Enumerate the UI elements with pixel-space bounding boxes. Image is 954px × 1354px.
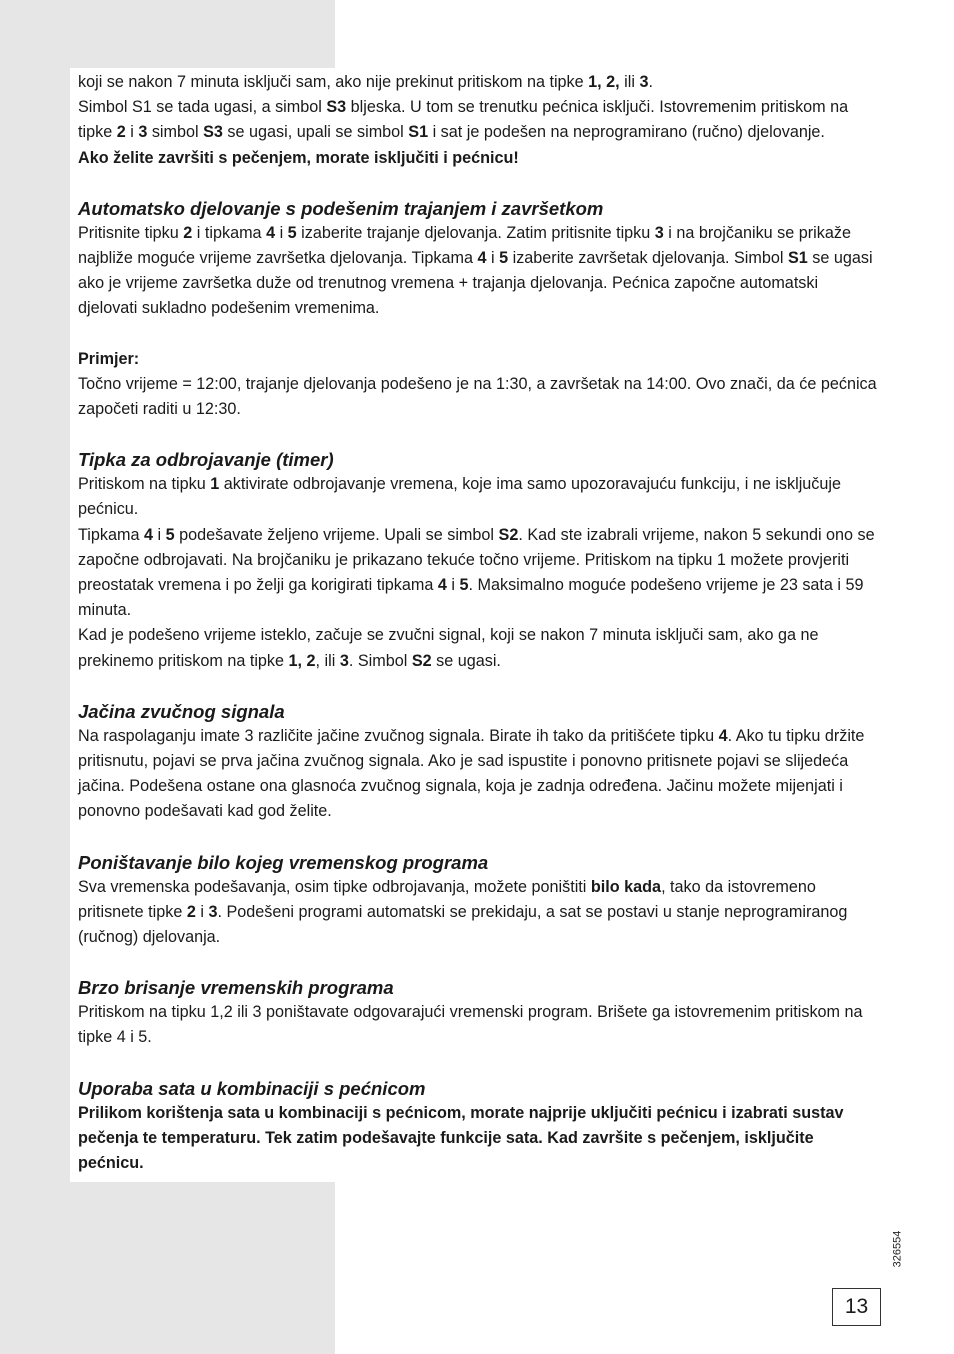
- bold-text-run: 5: [165, 525, 175, 544]
- section-signal-volume: [78, 699, 878, 825]
- text-run: koji se nakon 7 minuta isključi sam, ako nije prekinut pritiskom na tipke: [78, 73, 589, 91]
- text-run: . Ako tu tipku držite pritisnutu, pojavi se prva jačina zvučnog signala. Ako je sad ispustite i ponovno pritisnete pojavi se slijedeća jačina. Podešena ostane ona glasnoća zvučnog signala, koja je zadnja određena. Jačinu možete mijenjati i ponovno podešavati kad god želite.: [78, 726, 865, 821]
- section-clock-with-oven: [78, 1076, 878, 1177]
- text-run: simbol: [147, 123, 204, 142]
- section-heading: Poništavanje bilo kojeg vremenskog programa: [78, 851, 489, 873]
- bold-text-run: 3: [138, 123, 148, 142]
- text-run: i na brojčaniku se prikaže najbliže moguće vrijeme završetka djelovanja. Tipkama: [78, 223, 851, 268]
- bold-text-run: 2: [116, 123, 126, 142]
- section-heading: Jačina zvučnog signala: [78, 700, 285, 722]
- paragraph: [78, 95, 878, 145]
- bold-text-run: 1: [210, 475, 220, 494]
- bold-text-run: Prilikom korištenja sata u kombinaciji s pećnicom, morate najprije uključiti pećnicu i izabrati sustav pečenja te temperaturu. Tek zatim podešavajte funkcije sata. Kad završite s pečenjem, isključite pećnicu.: [78, 1103, 844, 1173]
- bold-text-run: 4: [266, 223, 276, 242]
- text-run: se ugasi ako je vrijeme završetka duže od trenutnog vremena + trajanja djelovanja. Pećnica započne automatski djelovati sukladno podešenim vremenima.: [78, 249, 873, 318]
- text-run: izaberite trajanje djelovanja. Zatim pritisnite tipku: [296, 223, 655, 242]
- document-code-text: 326554: [891, 1230, 903, 1268]
- text-run: i sat je podešen na neprogramirano (ručno) djelovanje.: [428, 123, 825, 142]
- text-run: ili: [619, 73, 640, 91]
- page-number: 13: [832, 1288, 881, 1326]
- bold-text-run: bilo kada: [590, 877, 662, 896]
- text-run: se ugasi.: [431, 651, 501, 670]
- text-run: Pritiskom na tipku: [78, 475, 211, 494]
- bold-text-run: 3: [339, 651, 349, 670]
- document-body: [70, 68, 878, 1182]
- text-run: Pritiskom na tipku 1,2 ili 3 poništavate odgovarajući vremenski program. Brišete ga istovremenim pritiskom na tipke 4 i 5.: [78, 1003, 863, 1047]
- text-run: Na raspolaganju imate 3 različite jačine zvučnog signala. Birate ih tako da pritišćete tipku: [78, 726, 719, 745]
- bold-text-run: S2: [411, 651, 432, 670]
- bold-text-run: 4: [437, 576, 447, 595]
- text-run: Kad je podešeno vrijeme isteklo, začuje se zvučni signal, koji se nakon 7 minuta isključi sam, ako ga ne prekinemo pritiskom na tipke: [78, 626, 819, 670]
- paragraph: [78, 70, 878, 95]
- text-run: i: [125, 123, 139, 142]
- paragraph: [78, 875, 878, 951]
- text-run: Simbol S1 se tada ugasi, a simbol: [78, 98, 327, 117]
- text-run: i: [195, 902, 209, 921]
- section-heading: Automatsko djelovanje s podešenim trajanjem i završetkom: [78, 197, 604, 219]
- text-run: i: [446, 576, 460, 595]
- bold-text-run: 4: [477, 249, 487, 268]
- paragraph: [78, 1101, 878, 1177]
- text-run: Točno vrijeme = 12:00, trajanje djelovanja podešeno je na 1:30, a završetak na 14:00. Ovo znači, da će pećnica započeti raditi u 12:30.: [78, 374, 877, 419]
- text-run: aktivirate odbrojavanje vremena, koje ima samo upozoravajuću funkciju, i ne isključuje pećnicu.: [78, 475, 841, 519]
- bold-text-run: 5: [459, 576, 469, 595]
- bold-text-run: S1: [787, 249, 808, 268]
- text-run: .: [648, 73, 653, 91]
- paragraph: [78, 623, 878, 673]
- section-timer: [78, 447, 878, 674]
- paragraph: [78, 372, 878, 422]
- text-run: . Simbol: [348, 651, 412, 670]
- bold-text-run: S1: [408, 123, 429, 142]
- text-run: . Kad ste izabrali vrijeme, nakon 5 sekundi ono se započne odbrojavati. Na brojčaniku je prikazano tekuće točno vrijeme. Pritiskom na tipku 1 možete provjeriti preostatak vremena i po želji ga korigirati tipkama: [78, 525, 875, 595]
- text-run: podešavate željeno vrijeme. Upali se simbol: [174, 525, 499, 544]
- text-run: bljeska. U tom se trenutku pećnica isključi. Istovremenim pritiskom na tipke: [78, 98, 849, 142]
- bold-text-run: 3: [208, 902, 218, 921]
- paragraph: [78, 221, 878, 322]
- section-quick-delete: [78, 975, 878, 1050]
- section-example: [78, 347, 878, 423]
- bold-text-run: 5: [287, 223, 297, 242]
- bold-text-run: 3: [639, 73, 649, 91]
- section-automatic-operation: [78, 196, 878, 322]
- bold-text-run: Ako želite završiti s pečenjem, morate isključiti i pećnicu!: [78, 148, 519, 167]
- bold-text-run: 2: [186, 902, 196, 921]
- section-heading: Tipka za odbrojavanje (timer): [78, 449, 334, 471]
- paragraph: [78, 724, 878, 825]
- section-heading: Uporaba sata u kombinaciji s pećnicom: [78, 1077, 426, 1099]
- text-run: izaberite završetak djelovanja. Simbol: [508, 249, 788, 268]
- bold-text-run: 1, 2,: [588, 73, 620, 91]
- paragraph: [78, 472, 878, 522]
- document-code: [884, 1228, 910, 1270]
- text-run: se ugasi, upali se simbol: [222, 123, 409, 142]
- paragraph: [78, 523, 878, 624]
- text-run: Pritisnite tipku: [78, 223, 184, 242]
- bold-text-run: 2: [183, 223, 193, 242]
- text-run: i tipkama: [192, 223, 267, 242]
- section-cancel-programs: [78, 850, 878, 951]
- intro-section: [78, 70, 878, 171]
- bold-text-run: 4: [143, 525, 153, 544]
- bold-text-run: 4: [718, 726, 728, 745]
- bold-text-run: S3: [326, 98, 347, 117]
- example-label: Primjer:: [78, 349, 140, 368]
- text-run: , ili: [315, 651, 340, 670]
- section-heading: Brzo brisanje vremenskih programa: [78, 977, 394, 999]
- text-run: , tako da istovremeno pritisnete tipke: [78, 877, 816, 921]
- text-run: i: [275, 223, 288, 242]
- text-run: i: [486, 249, 500, 268]
- text-run: Sva vremenska podešavanja, osim tipke odbrojavanja, možete poništiti: [78, 877, 591, 896]
- paragraph-warning: [78, 146, 878, 171]
- text-run: . Podešeni programi automatski se prekidaju, a sat se postavi u stanje neprogramiranog (ručnog) djelovanja.: [78, 902, 848, 947]
- bold-text-run: S3: [203, 123, 223, 142]
- bold-text-run: 1, 2: [288, 651, 316, 670]
- text-run: i: [152, 525, 166, 544]
- text-run: Tipkama: [78, 525, 144, 544]
- text-run: . Maksimalno moguće podešeno vrijeme je 23 sata i 59 minuta.: [78, 576, 864, 620]
- bold-text-run: 3: [654, 223, 664, 242]
- bold-text-run: 5: [499, 249, 509, 268]
- paragraph: [78, 1000, 878, 1050]
- bold-text-run: S2: [498, 525, 519, 544]
